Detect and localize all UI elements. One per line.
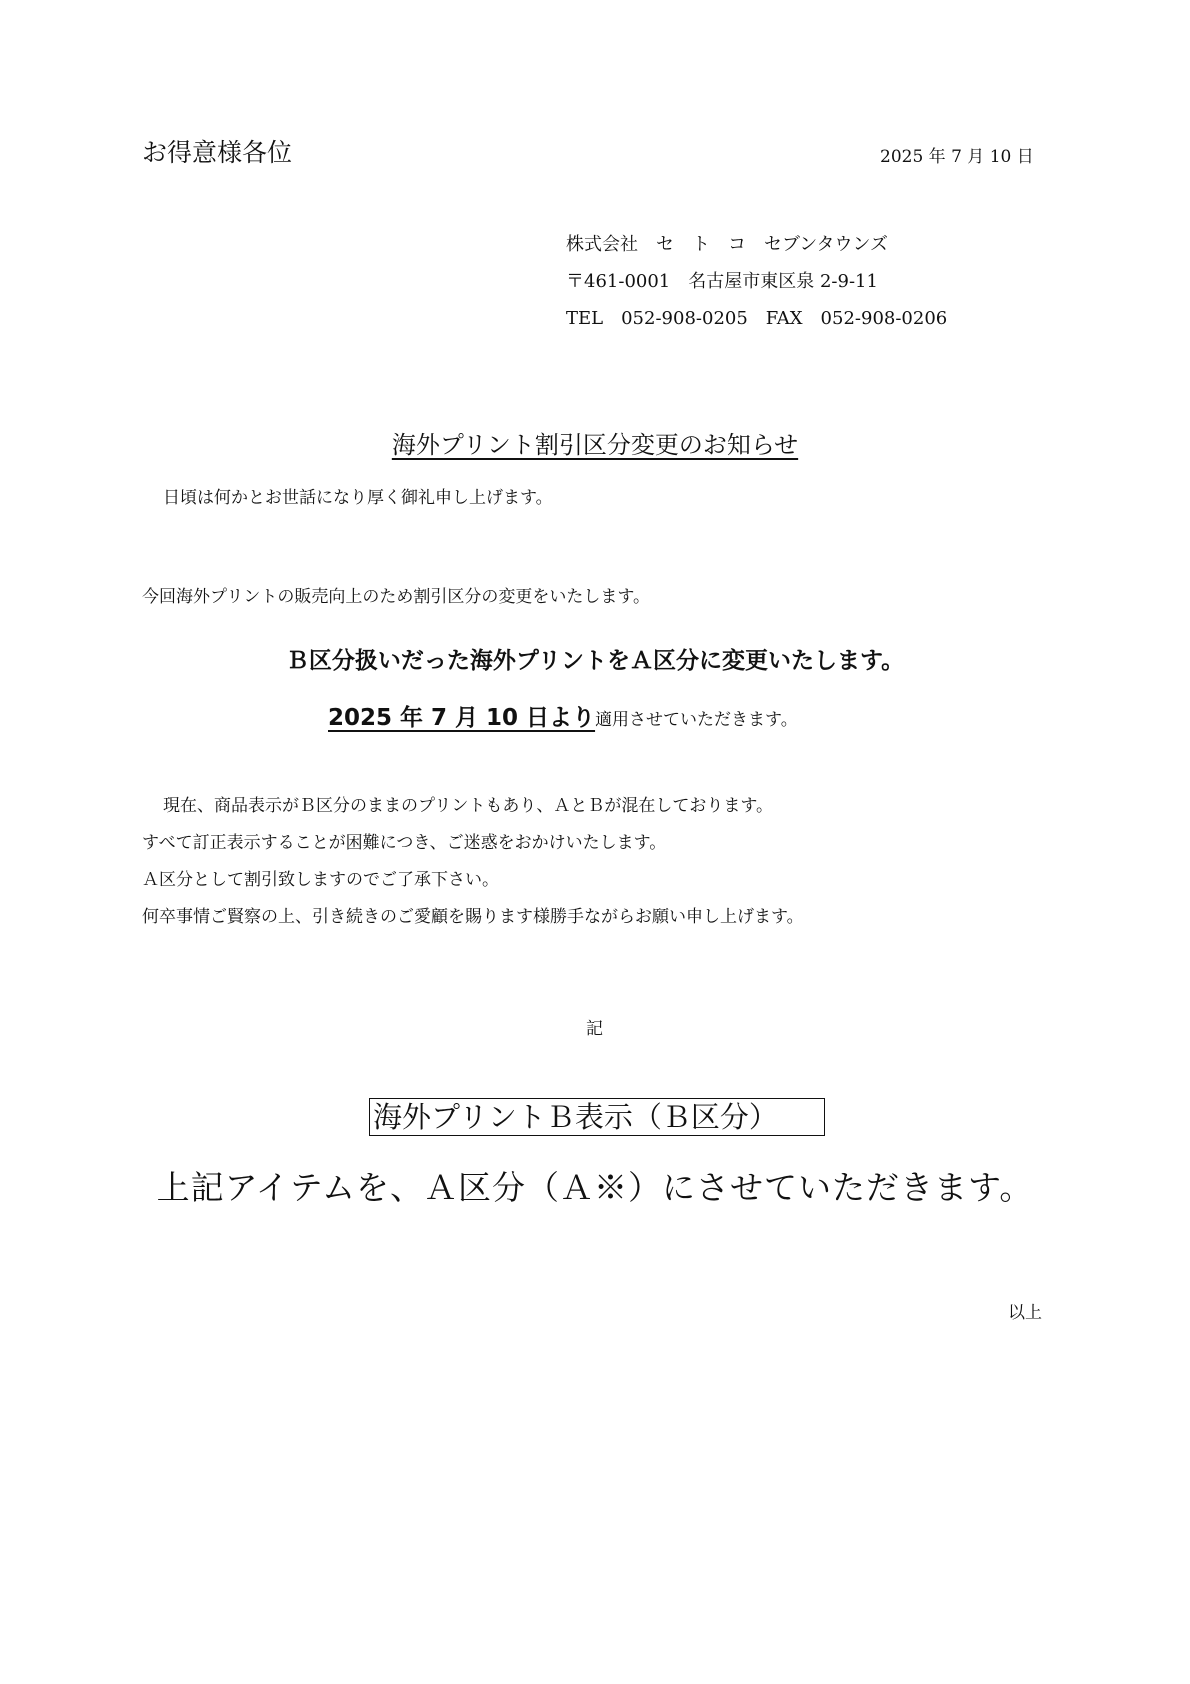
sender-block: [566, 226, 947, 337]
sender-address: 名古屋市東区泉 2-9-11: [688, 271, 878, 292]
effective-line: [328, 699, 798, 732]
fax-number: 052-908-0206: [820, 308, 948, 329]
ki-heading: 記: [586, 1019, 603, 1039]
greeting-text: 日頃は何かとお世話になり厚く御礼申し上げます。: [163, 488, 553, 508]
paragraph-line: 何卒事情ご賢察の上、引き続きのご愛顧を賜ります様勝手ながらお願い申し上げます。: [142, 907, 804, 927]
document-date: 2025 年 7 月 10 日: [880, 147, 1034, 167]
addressee: お得意様各位: [142, 138, 293, 167]
effective-date: 2025 年 7 月 10 日より: [328, 705, 596, 731]
effective-rest: 適用させていただきます。: [595, 710, 798, 730]
sender-company: 株式会社 セ ト コ セブンタウンズ: [566, 234, 889, 255]
boxed-item: 海外プリントＢ表示（Ｂ区分）: [369, 1098, 825, 1136]
headline-text: Ｂ区分扱いだった海外プリントをＡ区分に変更いたします。: [285, 648, 905, 674]
paragraph-line: Ａ区分として割引致しますのでご了承下さい。: [142, 870, 499, 890]
intro-text: 今回海外プリントの販売向上のため割引区分の変更をいたします。: [142, 587, 650, 607]
closing-text: 以上: [1008, 1303, 1042, 1323]
statement-text: 上記アイテムを、Ａ区分（Ａ※）にさせていただきます。: [156, 1168, 1034, 1207]
notice-title: 海外プリント割引区分変更のお知らせ: [391, 431, 799, 459]
sender-postal: 〒461-0001: [566, 271, 671, 292]
paragraph-line: すべて訂正表示することが困難につき、ご迷惑をおかけいたします。: [142, 833, 667, 853]
fax-label: FAX: [765, 308, 803, 329]
body-paragraph: [142, 788, 804, 936]
sender-contact-line: [566, 300, 947, 337]
paragraph-line: 現在、商品表示がＢ区分のままのプリントもあり、ＡとＢが混在しております。: [163, 796, 773, 816]
tel-label: TEL: [566, 308, 604, 329]
sender-address-line: [566, 263, 947, 300]
tel-number: 052-908-0205: [621, 308, 748, 329]
